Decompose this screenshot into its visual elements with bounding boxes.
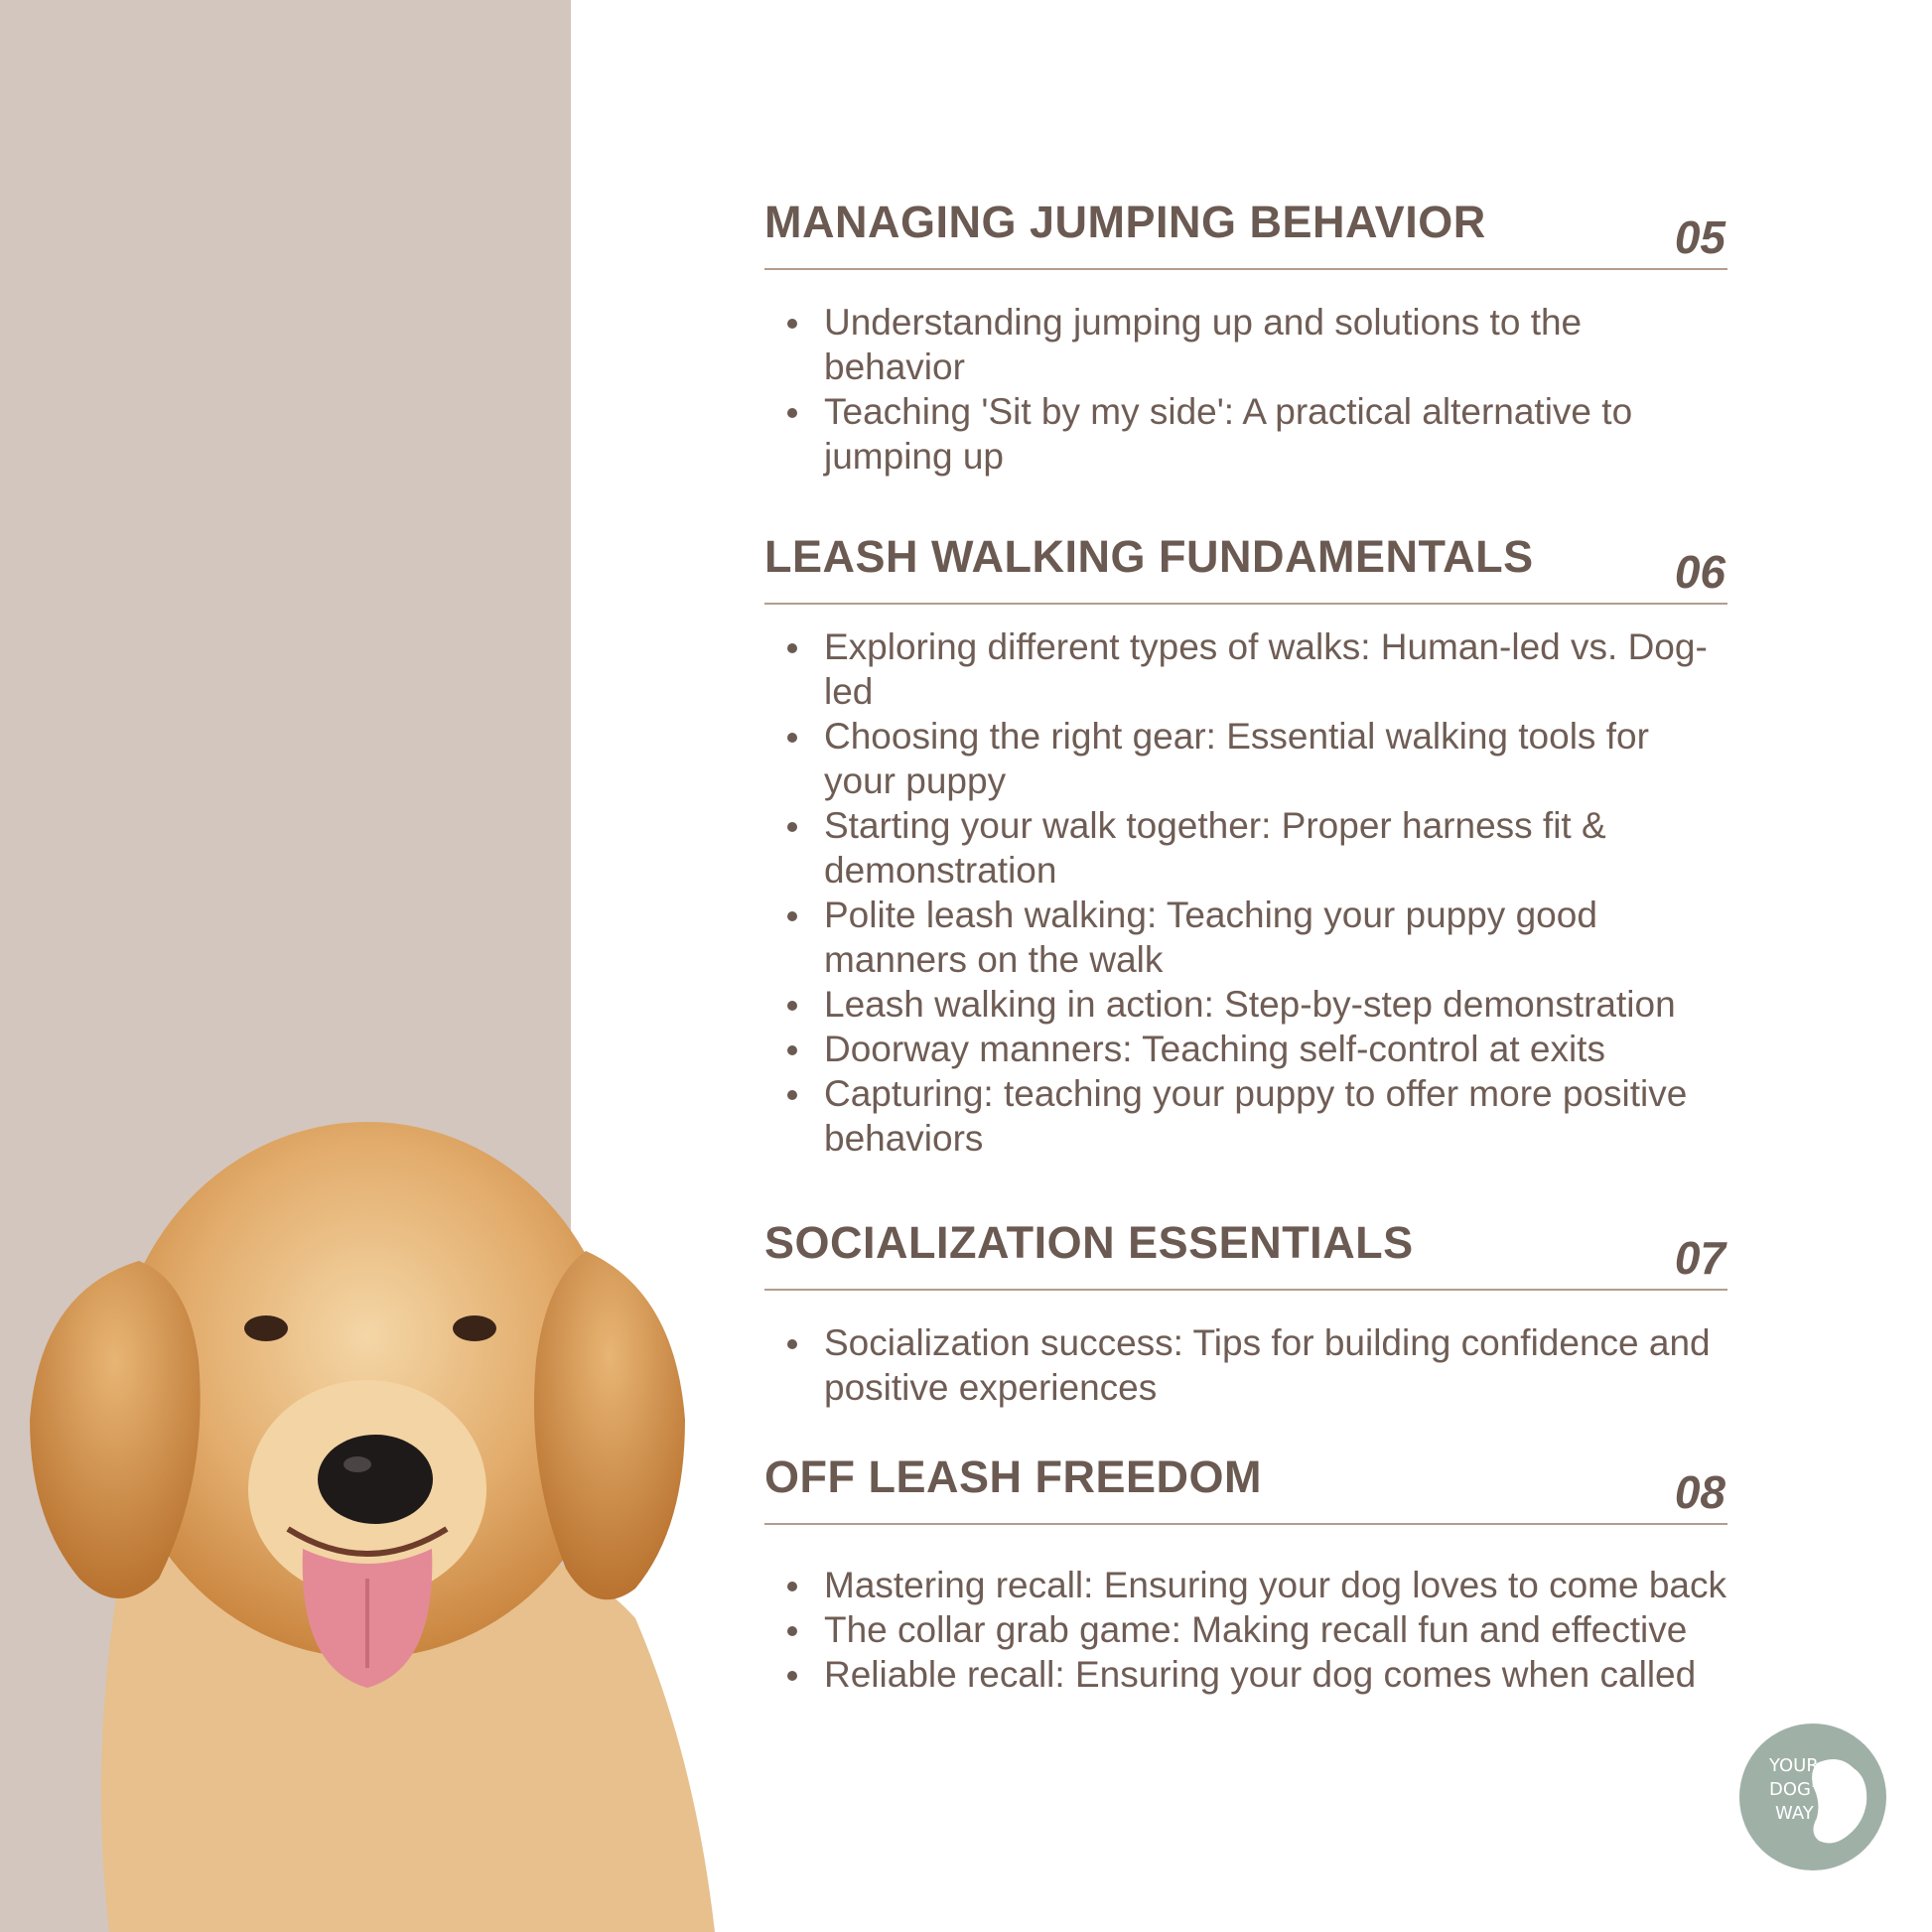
bullet-list <box>764 624 1727 1161</box>
list-item: Exploring different types of walks: Human-led vs. Dog-led <box>824 624 1727 714</box>
section-title: SOCIALIZATION ESSENTIALS <box>764 1217 1414 1268</box>
puppy-photo <box>0 1062 755 1932</box>
list-item: Teaching 'Sit by my side': A practical alternative to jumping up <box>824 389 1727 479</box>
svg-text:DOG'S: DOG'S <box>1769 1779 1828 1800</box>
section-title: OFF LEASH FREEDOM <box>764 1451 1262 1502</box>
your-dogs-way-logo <box>1739 1724 1886 1870</box>
svg-text:YOUR: YOUR <box>1769 1755 1819 1776</box>
list-item: Choosing the right gear: Essential walking tools for your puppy <box>824 714 1727 803</box>
list-item: Understanding jumping up and solutions to the behavior <box>824 300 1727 389</box>
section-title: LEASH WALKING FUNDAMENTALS <box>764 531 1534 582</box>
section-page-number: 05 <box>1674 211 1725 263</box>
list-item: Capturing: teaching your puppy to offer more positive behaviors <box>824 1071 1727 1161</box>
section-jumping <box>764 189 1727 479</box>
bullet-list <box>764 300 1727 479</box>
svg-text:WAY: WAY <box>1775 1803 1814 1824</box>
bullet-list <box>764 1563 1727 1697</box>
list-item: Polite leash walking: Teaching your puppy good manners on the walk <box>824 893 1727 982</box>
list-item: Leash walking in action: Step-by-step demonstration <box>824 982 1727 1027</box>
section-header <box>764 1209 1727 1291</box>
list-item: Socialization success: Tips for building confidence and positive experiences <box>824 1320 1727 1410</box>
section-leash-walking <box>764 523 1727 1161</box>
list-item: Starting your walk together: Proper harness fit & demonstration <box>824 803 1727 893</box>
section-off-leash <box>764 1444 1727 1697</box>
section-header <box>764 189 1727 270</box>
list-item: The collar grab game: Making recall fun and effective <box>824 1607 1727 1652</box>
list-item: Reliable recall: Ensuring your dog comes when called <box>824 1652 1727 1697</box>
section-header <box>764 523 1727 605</box>
section-header <box>764 1444 1727 1525</box>
bullet-list <box>764 1320 1727 1410</box>
section-page-number: 07 <box>1674 1232 1725 1284</box>
section-title: MANAGING JUMPING BEHAVIOR <box>764 197 1486 247</box>
section-page-number: 08 <box>1674 1466 1725 1518</box>
section-socialization <box>764 1209 1727 1410</box>
list-item: Mastering recall: Ensuring your dog loves to come back <box>824 1565 1726 1605</box>
section-page-number: 06 <box>1674 546 1725 598</box>
list-item: Doorway manners: Teaching self-control at exits <box>824 1027 1727 1071</box>
